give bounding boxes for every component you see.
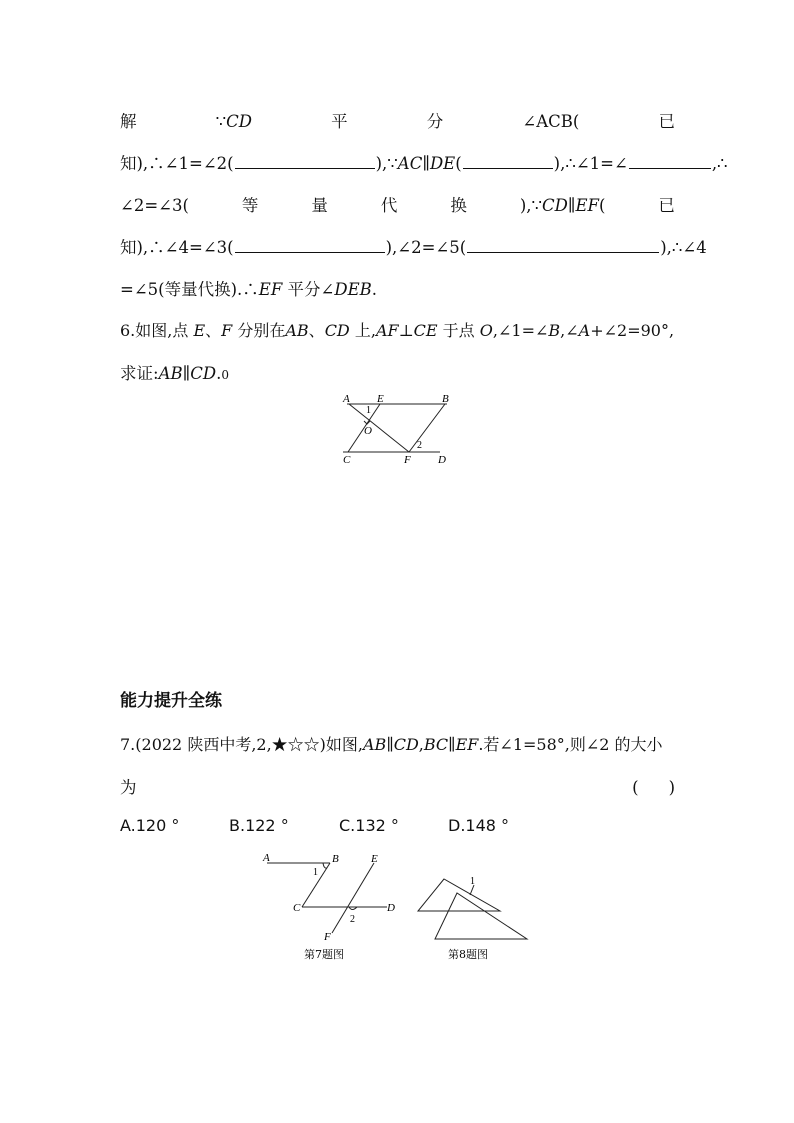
q6-line-2: 求证:AB∥CD.0 bbox=[120, 364, 229, 383]
label-a: A bbox=[263, 852, 270, 864]
label-b: B bbox=[442, 393, 449, 405]
label-b: B bbox=[332, 853, 339, 865]
q5-word-liang: 量 bbox=[311, 196, 328, 215]
label-o: O bbox=[364, 425, 372, 437]
q5-line-1 bbox=[120, 108, 675, 132]
q5-solve-word: 解 bbox=[120, 112, 137, 131]
answer-blank-3[interactable] bbox=[629, 154, 711, 169]
q8-figure bbox=[410, 868, 535, 965]
q6-figure bbox=[335, 390, 460, 470]
q6-line-1: 6.如图,点 E、F 分别在AB、CD 上,AF⊥CE 于点 O,∠1=∠B,∠A+∠2=90°, bbox=[120, 321, 675, 340]
label-1: 1 bbox=[313, 867, 318, 878]
label-2: 2 bbox=[417, 440, 422, 451]
q5-line3-b: ),∵CD∥EF( bbox=[519, 196, 606, 215]
q5-line-2 bbox=[120, 150, 728, 174]
q7-line-2 bbox=[120, 774, 675, 798]
triangle-1 bbox=[418, 879, 500, 911]
line-bf bbox=[409, 404, 445, 452]
label-1: 1 bbox=[470, 876, 475, 887]
section-title: 能力提升全练 bbox=[120, 691, 222, 711]
right-angle-mark bbox=[364, 421, 370, 424]
q5-line-5: =∠5(等量代换).∴EF 平分∠DEB. bbox=[120, 280, 378, 299]
angle-1-arc bbox=[323, 863, 327, 868]
answer-blank-2[interactable] bbox=[463, 154, 553, 169]
q5-word-dai: 代 bbox=[380, 196, 398, 215]
label-c: C bbox=[343, 454, 351, 466]
q5-angle-acb: ∠ACB( bbox=[522, 112, 580, 131]
option-b[interactable]: B.122 ° bbox=[229, 816, 289, 835]
answer-bracket[interactable]: ( ) bbox=[632, 778, 675, 797]
answer-blank-5[interactable] bbox=[467, 238, 659, 253]
q7-figure bbox=[260, 850, 405, 965]
q5-word-fen: 分 bbox=[426, 112, 444, 131]
q5-line3-yi: 已 bbox=[658, 196, 675, 215]
label-d: D bbox=[438, 454, 446, 466]
line-af bbox=[349, 404, 409, 452]
q5-word-ping: 平 bbox=[331, 112, 348, 131]
q5-line3-a: ∠2=∠3( bbox=[120, 196, 189, 215]
label-a: A bbox=[343, 393, 350, 405]
q7-wei: 为 bbox=[120, 778, 137, 797]
option-c[interactable]: C.132 ° bbox=[339, 816, 399, 835]
q5-line2-text: 知),∴∠1=∠2( ),∵AC∥DE( ),∴∠1=∠ ,∴ bbox=[120, 154, 728, 173]
q5-because: ∵CD bbox=[215, 112, 252, 131]
label-1: 1 bbox=[366, 405, 371, 416]
q5-word-deng: 等 bbox=[241, 196, 259, 215]
label-e: E bbox=[377, 393, 384, 405]
label-f: F bbox=[404, 454, 411, 466]
label-2: 2 bbox=[350, 914, 355, 925]
option-a[interactable]: A.120 ° bbox=[120, 816, 180, 835]
q5-word-yi: 已 bbox=[658, 112, 675, 131]
figure-7-caption: 第7题图 bbox=[304, 948, 344, 961]
q7-line-1: 7.(2022 陕西中考,2,★☆☆)如图,AB∥CD,BC∥EF.若∠1=58°,则∠2 的大小 bbox=[120, 735, 663, 754]
option-d[interactable]: D.148 ° bbox=[448, 816, 510, 835]
q5-word-huan: 换 bbox=[450, 196, 467, 215]
answer-blank-1[interactable] bbox=[235, 154, 375, 169]
answer-blank-4[interactable] bbox=[235, 238, 385, 253]
label-f: F bbox=[324, 931, 331, 943]
figure-8-caption: 第8题图 bbox=[448, 948, 488, 961]
q5-line-4: 知),∴∠4=∠3( ),∠2=∠5( ),∴∠4 bbox=[120, 238, 707, 257]
label-e: E bbox=[371, 853, 378, 865]
label-d: D bbox=[387, 902, 395, 914]
label-c: C bbox=[293, 902, 301, 914]
q5-line-3 bbox=[120, 192, 675, 216]
